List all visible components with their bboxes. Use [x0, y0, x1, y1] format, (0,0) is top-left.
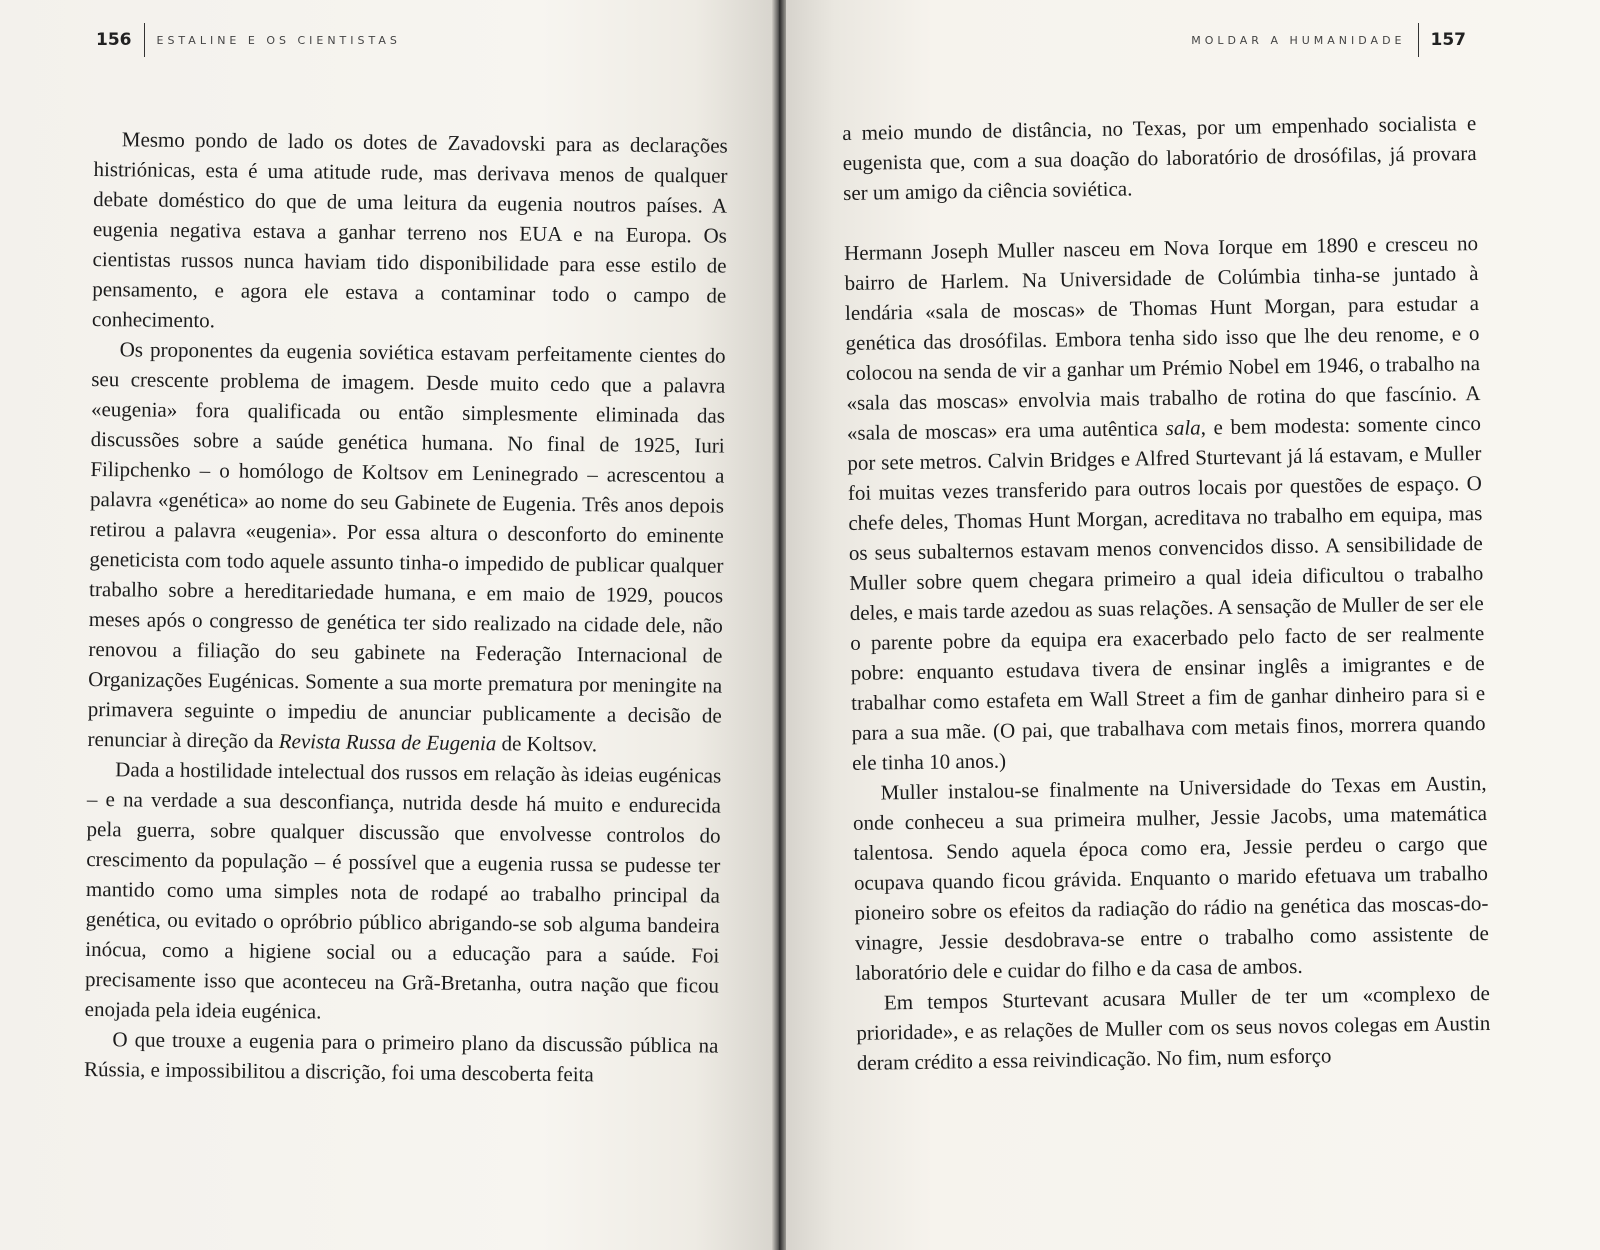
left-page-number: 156 [96, 30, 132, 50]
right-page [786, 0, 1600, 1250]
left-paragraph-2 [87, 334, 725, 761]
right-running-head [1191, 22, 1466, 58]
right-page-number: 157 [1430, 30, 1466, 50]
right-paragraph-3: Muller instalou-se finalmente na Universidade do Texas em Austin, onde conheceu a sua primeira mulher, Jessie Jacobs, uma matemática talentosa. Sendo aquela época como era, Jessie perdeu o cargo que ocupava quando ficou grávida. Enquanto o marido efetuava um trabalho pioneiro sobre os efeitos da radiação do rádio na genética das moscas-do-vinagre, Jessie desdobrava-se entre o trabalho como assistente de laboratório dele e cuidar do filho e da casa de ambos. [852, 770, 1490, 985]
left-running-head [96, 22, 401, 58]
left-paragraph-2-after: de Koltsov. [496, 731, 598, 757]
right-paragraph-2-after: , e bem modesta: somente cinco por sete metros. Calvin Bridges e Alfred Sturtevant já lá estavam, e Muller foi muitas vezes transferido para outros locais por questões de espaço. O chefe deles, Thomas Hunt Morgan, acreditava no trabalho em equipa, mas os seus subalternos estavam menos convencidos disso. A sensibilidade de Muller sobre quem chegara primeiro a qual ideia dificultou o trabalho deles, e mais tarde azedou as suas relações. A sensação de Muller de ser ele o parente pobre da equipa era exacerbado pelo facto de ser realmente pobre: enquanto estudava tivera de ensinar inglês a imigrantes e de trabalhar como estafeta em Wall Street a fim de ganhar dinheiro para si e para a sua mãe. (O pai, que trabalhava com metais finos, morrera quando ele tinha 10 anos.) [847, 411, 1486, 775]
left-running-title: ESTALINE E OS CIENTISTAS [156, 33, 401, 47]
left-paragraph-1: Mesmo pondo de lado os dotes de Zavadovski para as declarações histriónicas, esta é uma atitude rude, mas derivava menos de qualquer debate doméstico do que de uma leitura da eugenia noutros países. A eugenia negativa estava a ganhar terreno nos EUA e na Europa. Os cientistas russos nunca haviam tido disponibilidade para esse estilo de pensamento, e agora ele estava a contaminar todo o campo de conhecimento. [91, 127, 728, 333]
right-paragraph-4: Em tempos Sturtevant acusara Muller de ter um «complexo de prioridade», e as relações de Muller com os seus novos colegas em Austin deram crédito a essa reivindicação. No fim, num esforço [856, 980, 1491, 1075]
right-running-title: MOLDAR A HUMANIDADE [1191, 33, 1406, 47]
left-head-rule [144, 23, 145, 57]
book-gutter [772, 0, 786, 1250]
right-head-rule [1418, 23, 1419, 57]
left-paragraph-3: Dada a hostilidade intelectual dos russos em relação às ideias eugénicas – e na verdade a sua desconfiança, nutrida desde há muito e endurecida pela guerra, sobre qualquer discussão que envolvesse controlos do crescimento da população – é possível que a eugenia russa se pudesse ter mantido como uma simples nota de rodapé ao trabalho principal da genética, ou evitado o opróbrio público abrigando-se sob alguma bandeira inócua, como a higiene social ou a educação para a saúde. Foi precisamente isso que aconteceu na Grã-Bretanha, outra nação que ficou enojada pela ideia eugénica. [84, 757, 722, 1024]
right-paragraph-1: a meio mundo de distância, no Texas, por um empenhado socialista e eugenista que, com a sua doação do laboratório de drosófilas, já provara ser um amigo da ciência soviética. [842, 111, 1477, 205]
right-text-block [842, 108, 1491, 1078]
right-paragraph-2-text: Hermann Joseph Muller nasceu em Nova Iorque em 1890 e cresceu no bairro de Harlem. Na Universidade de Colúmbia tinha-se juntado à lendária «sala de moscas» de Thomas Hunt Morgan, para estudar a genética das drosófilas. Embora tenha sido isso que lhe deu renome, e o colocou na senda de vir a ganhar um Prémio Nobel em 1946, o trabalho na «sala das moscas» envolvia mais trabalho de rotina do que fascínio. A «sala de moscas» era uma autêntica [843, 231, 1481, 445]
left-page [0, 0, 772, 1250]
left-paragraph-4: O que trouxe a eugenia para o primeiro plano da discussão pública na Rússia, e impossibilitou a discrição, foi uma descoberta feita [83, 1027, 719, 1087]
left-text-block [84, 124, 728, 1091]
right-paragraph-2-italic: sala [1165, 415, 1201, 440]
left-paragraph-2-text: Os proponentes da eugenia soviética estavam perfeitamente cientes do seu crescente problema de imagem. Desde muito cedo que a palavra «eugenia» fora qualificada ou então simplesmente eliminada das discussões sobre a saúde genética humana. No final de 1925, Iuri Filipchenko – o homólogo de Koltsov em Leninegrado – acrescentou a palavra «genética» ao nome do seu Gabinete de Eugenia. Três anos depois retirou a palavra «eugenia». Por essa altura o desconforto do eminente geneticista com todo aquele assunto tinha-o impedido de publicar qualquer trabalho sobre a hereditariedade humana, e em maio de 1929, poucos meses após o congresso de genética ter sido realizado na cidade dele, não renovou a filiação do seu gabinete na Federação Internacional de Organizações Eugénicas. Somente a sua morte prematura por meningite na primavera seguinte o impediu de anunciar publicamente a decisão de renunciar à direção da [87, 337, 726, 753]
left-paragraph-2-italic: Revista Russa de Eugenia [278, 728, 497, 756]
right-paragraph-2 [844, 228, 1486, 778]
